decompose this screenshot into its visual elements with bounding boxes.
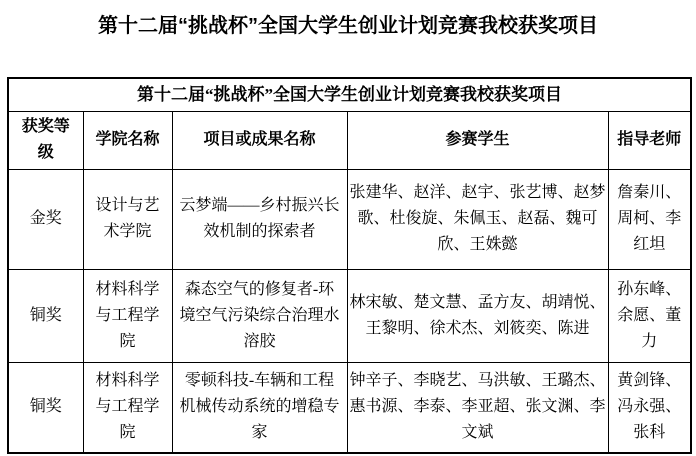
project-cell: 森态空气的修复者-环境空气污染综合治理水溶胶 [172, 269, 347, 362]
college-cell: 材料科学与工程学院 [83, 269, 172, 362]
col-header-students: 参赛学生 [347, 111, 608, 169]
page-title: 第十二届“挑战杯”全国大学生创业计划竞赛我校获奖项目 [98, 15, 598, 37]
college-cell: 材料科学与工程学院 [83, 362, 172, 453]
students-cell: 钟辛子、李晓艺、马洪敏、王璐杰、惠书源、李泰、李亚超、张文渊、李文斌 [347, 362, 608, 453]
students-cell: 林宋敏、楚文慧、孟方友、胡靖悦、王黎明、徐术杰、刘筱奕、陈进 [347, 269, 608, 362]
table-row [8, 269, 691, 362]
table-title-row [8, 78, 691, 111]
teachers-cell: 詹秦川、周柯、李红坦 [608, 169, 691, 269]
award-cell: 铜奖 [8, 362, 83, 453]
teachers-cell: 黄剑锋、冯永强、张科 [608, 362, 691, 453]
award-cell: 金奖 [8, 169, 83, 269]
awards-table [7, 77, 692, 454]
students-cell: 张建华、赵洋、赵宇、张艺博、赵梦歌、杜俊旋、朱佩玉、赵磊、魏可欣、王姝懿 [347, 169, 608, 269]
project-cell: 零顿科技-车辆和工程机械传动系统的增稳专家 [172, 362, 347, 453]
table-header-row [8, 111, 691, 169]
col-header-award: 获奖等级 [8, 111, 83, 169]
teachers-cell: 孙东峰、余愿、董力 [608, 269, 691, 362]
award-cell: 铜奖 [8, 269, 83, 362]
project-cell: 云梦端——乡村振兴长效机制的探索者 [172, 169, 347, 269]
col-header-project: 项目或成果名称 [172, 111, 347, 169]
col-header-college: 学院名称 [83, 111, 172, 169]
col-header-teachers: 指导老师 [608, 111, 691, 169]
college-cell: 设计与艺术学院 [83, 169, 172, 269]
table-row [8, 169, 691, 269]
table-title: 第十二届“挑战杯”全国大学生创业计划竞赛我校获奖项目 [8, 78, 691, 111]
table-row [8, 362, 691, 453]
